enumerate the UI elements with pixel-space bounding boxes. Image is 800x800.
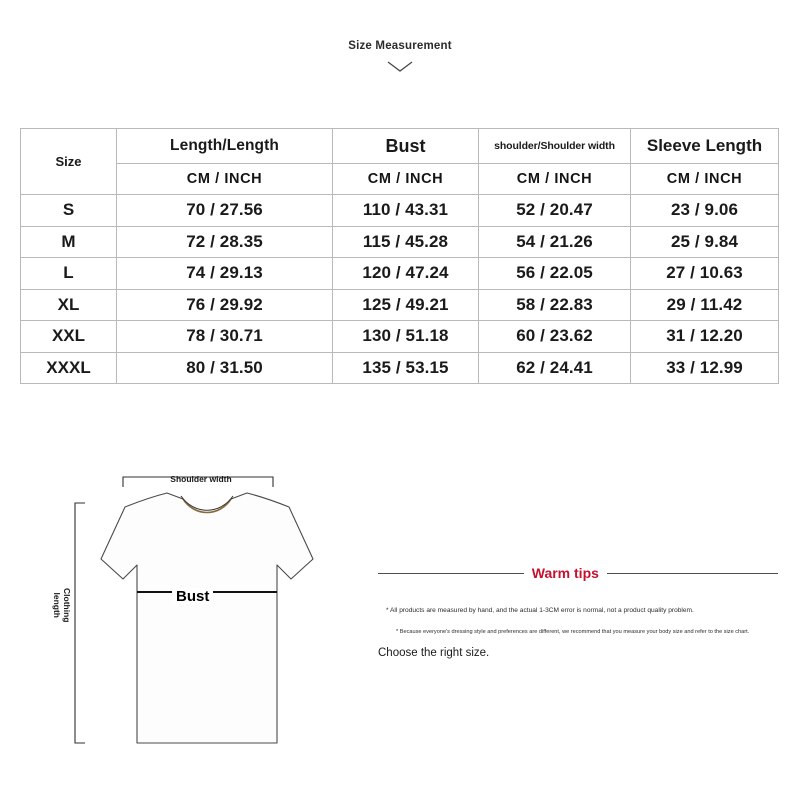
cell-size: S (21, 195, 117, 227)
unit-header-length: CM / INCH (117, 164, 333, 195)
table-row (21, 226, 779, 258)
cell-size: XXL (21, 321, 117, 353)
size-chart-table (20, 128, 779, 384)
cell-bust: 130 / 51.18 (333, 321, 479, 353)
divider-left (378, 573, 524, 574)
warm-tips-section (378, 565, 778, 659)
cell-length: 70 / 27.56 (117, 195, 333, 227)
cell-sleeve: 25 / 9.84 (631, 226, 779, 258)
cell-shoulder: 54 / 21.26 (479, 226, 631, 258)
page-title: Size Measurement (348, 40, 452, 52)
column-header-bust: Bust (333, 129, 479, 164)
column-header-sleeve-text: Sleeve Length (646, 136, 763, 155)
cell-length: 78 / 30.71 (117, 321, 333, 353)
table-header-row-primary (21, 129, 779, 164)
table-row (21, 352, 779, 384)
chevron-down-icon (387, 61, 413, 72)
cell-bust: 115 / 45.28 (333, 226, 479, 258)
column-header-length: Length/Length (117, 129, 333, 164)
shoulder-width-label (156, 474, 246, 485)
bust-label: Bust (172, 588, 213, 605)
unit-header-shoulder: CM / INCH (479, 164, 631, 195)
cell-size: XXXL (21, 352, 117, 384)
column-header-shoulder: shoulder/Shoulder width (479, 129, 631, 164)
table-row (21, 258, 779, 290)
column-header-size: Size (21, 129, 117, 195)
measurement-diagram (55, 455, 355, 785)
page-header (0, 40, 800, 72)
cell-sleeve: 31 / 12.20 (631, 321, 779, 353)
cell-bust: 110 / 43.31 (333, 195, 479, 227)
cell-shoulder: 60 / 23.62 (479, 321, 631, 353)
cell-size: XL (21, 289, 117, 321)
cell-size: M (21, 226, 117, 258)
cell-sleeve: 27 / 10.63 (631, 258, 779, 290)
choose-size-text: Choose the right size. (378, 647, 490, 659)
cell-sleeve: 33 / 12.99 (631, 352, 779, 384)
unit-header-sleeve: CM / INCH (631, 164, 779, 195)
shoulder-width-label-line2: width (209, 474, 232, 484)
table-row (21, 195, 779, 227)
clothing-length-label-line2: length (52, 592, 62, 618)
table-row (21, 289, 779, 321)
cell-bust: 135 / 53.15 (333, 352, 479, 384)
cell-size: L (21, 258, 117, 290)
cell-bust: 125 / 49.21 (333, 289, 479, 321)
cell-length: 72 / 28.35 (117, 226, 333, 258)
clothing-length-label (52, 588, 72, 622)
clothing-length-label-line1: Clothing (62, 588, 72, 623)
cell-length: 76 / 29.92 (117, 289, 333, 321)
cell-shoulder: 52 / 20.47 (479, 195, 631, 227)
table-body (21, 195, 779, 384)
cell-length: 74 / 29.13 (117, 258, 333, 290)
cell-sleeve: 23 / 9.06 (631, 195, 779, 227)
tshirt-icon (55, 455, 355, 785)
cell-length: 80 / 31.50 (117, 352, 333, 384)
table-row (21, 321, 779, 353)
cell-bust: 120 / 47.24 (333, 258, 479, 290)
cell-shoulder: 58 / 22.83 (479, 289, 631, 321)
column-header-sleeve (631, 129, 779, 164)
warm-tips-title: Warm tips (531, 565, 599, 581)
cell-sleeve: 29 / 11.42 (631, 289, 779, 321)
table-header-row-units (21, 164, 779, 195)
cell-shoulder: 56 / 22.05 (479, 258, 631, 290)
shoulder-width-label-line1: Shoulder (170, 474, 208, 484)
cell-shoulder: 62 / 24.41 (479, 352, 631, 384)
tip-fit-preference: * Because everyone's dressing style and preferences are different, we recommend that you measure your body size and refer to the size chart. (396, 629, 750, 635)
tip-measurement-error: * All products are measured by hand, and the actual 1-3CM error is normal, not a product quality problem. (386, 607, 694, 614)
divider-right (607, 573, 778, 574)
unit-header-bust: CM / INCH (333, 164, 479, 195)
warm-tips-heading (378, 565, 778, 581)
